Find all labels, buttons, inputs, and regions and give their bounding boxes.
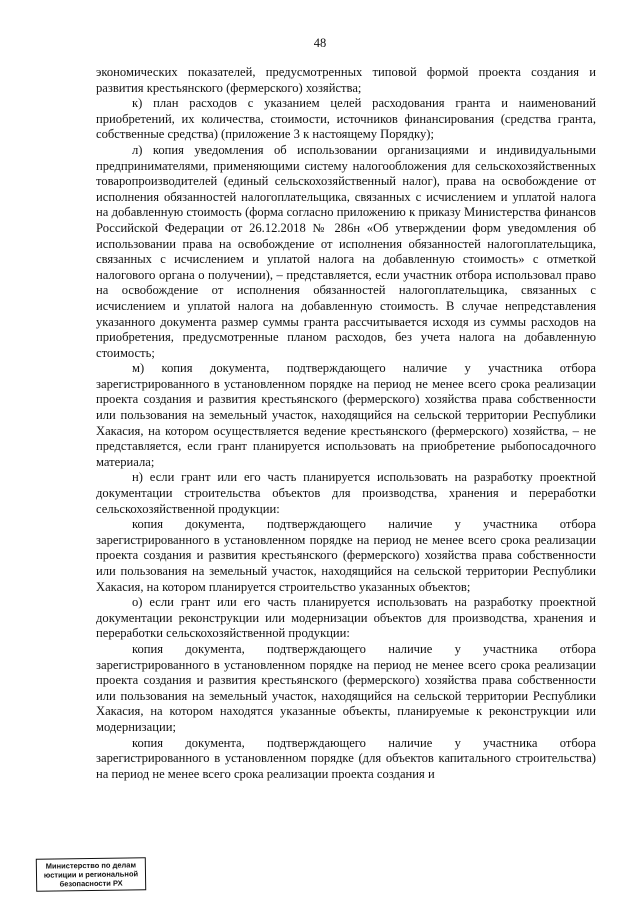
paragraph-item-o-copy-2: копия документа, подтверждающего наличие у участника отбора зарегистрированного в установленном порядке (для объектов капитального строительства) на период не менее всего срока реализации проекта создания и [96, 735, 596, 781]
paragraph-item-o-copy-1: копия документа, подтверждающего наличие у участника отбора зарегистрированного в установленном порядке на период не менее всего срока реализации проекта создания и развития крестьянского (фермерского) хозяйства права собственности или пользования на земельный участок, находящийся на сельской территории Республики Хакасия, на котором находятся указанные объекты, планируемые к реконструкции или модернизации; [96, 641, 596, 734]
paragraph-item-m: м) копия документа, подтверждающего наличие у участника отбора зарегистрированного в установленном порядке на период не менее всего срока реализации проекта создания и развития крестьянского (фермерского) хозяйства права собственности или пользования на земельный участок, находящийся на сельской территории Республики Хакасия, на котором осуществляется ведение крестьянского (фермерского) хозяйства, – не представляется, если грант планируется использовать на приобретение рыбопосадочного материала; [96, 361, 596, 469]
paragraph-item-o: о) если грант или его часть планируется использовать на разработку проектной документации реконструкции или модернизации объектов для производства, хранения и переработки сельскохозяйственной продукции: [96, 595, 596, 641]
stamp-line: Министерство по делам [45, 860, 137, 871]
paragraph-item-k: к) план расходов с указанием целей расходования гранта и наименований приобретений, их количества, стоимости, источников финансирования (средства гранта, собственные средства) (приложение 3 к настоящему Порядку); [96, 96, 596, 142]
page-number: 48 [313, 36, 327, 50]
stamp-line: безопасности РХ [59, 878, 123, 889]
stamp-line: юстиции и региональной [43, 869, 139, 880]
paragraph-item-n: н) если грант или его часть планируется использовать на разработку проектной документации строительства объектов для производства, хранения и переработки сельскохозяйственной продукции: [96, 470, 596, 516]
document-body [96, 65, 596, 782]
paragraph-item-l: л) копия уведомления об использовании организациями и индивидуальными предпринимателями, применяющими систему налогообложения для сельскохозяйственных товаропроизводителей (единый сельскохозяйственный налог), права на освобождение от исполнения обязанностей налогоплательщика, связанных с исчислением и уплатой налога на добавленную стоимость (форма согласно приложению к приказу Министерства финансов Российской Федерации от 26.12.2018 № 286н «Об утверждении форм уведомления об использовании права на освобождение от исполнения обязанностей налогоплательщика, связанных с исчислением и уплатой налога на добавленную стоимость» с отметкой налогового органа о получении), – представляется, если участник отбора использовал право на освобождение от исполнения обязанностей налогоплательщика, связанных с исчислением и уплатой налога на добавленную стоимость. В случае непредставления указанного документа размер суммы гранта рассчитывается исходя из суммы расходов на приобретения, предусмотренные планом расходов, без учета налога на добавленную стоимость; [96, 142, 596, 360]
paragraph-item-n-copy: копия документа, подтверждающего наличие у участника отбора зарегистрированного в установленном порядке на период не менее всего срока реализации проекта создания и развития крестьянского (фермерского) хозяйства права собственности или пользования на земельный участок, находящийся на сельской территории Республики Хакасия, на котором планируется строительство указанных объектов; [96, 517, 596, 594]
ministry-stamp [36, 857, 146, 892]
paragraph-continuation: экономических показателей, предусмотренных типовой формой проекта создания и развития крестьянского (фермерского) хозяйства; [96, 65, 596, 95]
